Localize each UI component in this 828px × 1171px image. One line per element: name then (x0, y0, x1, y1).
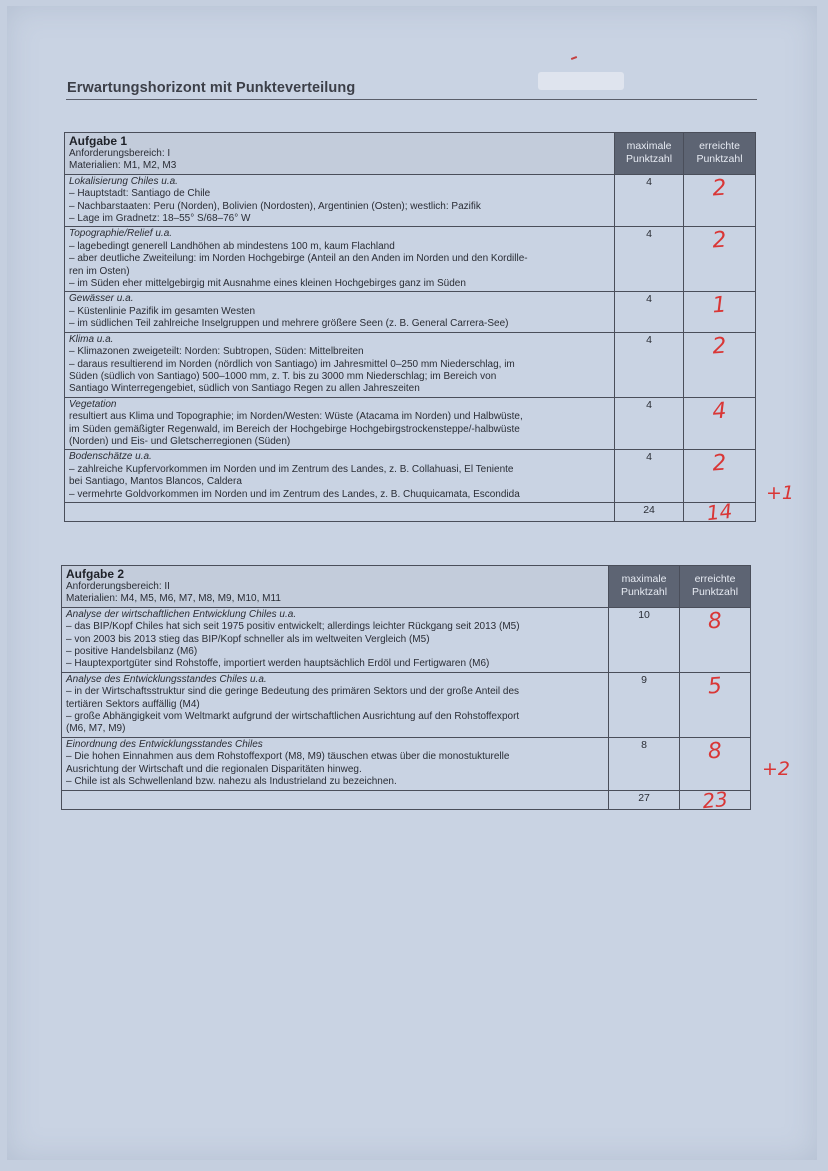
criterion-topic: Bodenschätze u.a. (69, 451, 152, 463)
col-got-label-1: erreichte (694, 573, 736, 586)
achieved-points-cell (684, 292, 756, 332)
max-points: 4 (615, 450, 684, 503)
criterion-line: – Küstenlinie Pazifik im gesamten Westen (69, 305, 256, 317)
task1-area: Anforderungsbereich: I (69, 148, 171, 159)
criterion-topic: Topographie/Relief u.a. (69, 228, 173, 240)
max-points: 10 (609, 607, 680, 672)
criterion-text (62, 737, 609, 790)
criterion-line: – große Abhängigkeit vom Weltmarkt aufgrund der wirtschaftlichen Ausrichtung auf den Rohstoffexport (66, 711, 520, 723)
criterion-line: – Hauptstadt: Santiago de Chile (69, 188, 211, 200)
criterion-line: – im südlichen Teil zahlreiche Inselgruppen und mehrere größere Seen (z. B. General Carrera-See) (69, 318, 509, 330)
criterion-line: – Klimazonen zweigeteilt: Norden: Subtropen, Süden: Mittelbreiten (69, 346, 364, 358)
achieved-points-cell (684, 332, 756, 397)
criterion-topic: Lokalisierung Chiles u.a. (69, 175, 178, 187)
criterion-line: – vermehrte Goldvorkommen im Norden und im Zentrum des Landes, z. B. Chuquicamata, Escondida (69, 488, 520, 500)
task1-title: Aufgabe 1 (69, 134, 128, 148)
task2-sum-row (62, 790, 751, 809)
task2-header-row (62, 566, 751, 608)
task1-header-row (65, 133, 756, 175)
task2-title: Aufgabe 2 (66, 567, 125, 581)
criterion-line: tertiären Sektors auffällig (M4) (66, 698, 200, 710)
max-points: 4 (615, 332, 684, 397)
redacted-area (538, 72, 624, 90)
criterion-topic: Klima u.a. (69, 333, 114, 345)
criterion-line: (Norden) und Eis- und Gletscherregionen (Süden) (69, 435, 291, 447)
achieved-points-cell (680, 607, 751, 672)
task2-col-max (609, 566, 680, 608)
task2-sum-got-cell (680, 786, 751, 813)
max-points: 4 (615, 174, 684, 227)
task1-sum-got: 14 (705, 498, 734, 526)
achieved-points: 2 (711, 333, 728, 360)
task2-col-got (680, 566, 751, 608)
achieved-points: 2 (711, 450, 728, 477)
criterion-line: – im Süden eher mittelgebirgig mit Ausnahme eines kleinen Hochgebirges ganz im Süden (69, 278, 466, 290)
task1-sum-label (65, 502, 615, 521)
achieved-points-cell (684, 174, 756, 227)
col-got-label-2: Punktzahl (691, 586, 739, 599)
achieved-points-cell (680, 672, 751, 737)
task2-sum-got: 23 (701, 786, 729, 813)
criterion-text (62, 672, 609, 737)
criterion-line: (M6, M7, M9) (66, 723, 126, 735)
criterion-row (62, 672, 751, 737)
achieved-points: 8 (707, 608, 723, 635)
achieved-points-cell (680, 737, 751, 790)
task2-sum-label (62, 790, 609, 809)
criterion-row (65, 227, 756, 292)
criterion-text (65, 332, 615, 397)
criterion-text (65, 174, 615, 227)
criterion-line: resultiert aus Klima und Topographie; im Norden/Westen: Wüste (Atacama im Norden) und Halbwüste, (69, 411, 523, 423)
criterion-row (65, 450, 756, 503)
criterion-row (62, 607, 751, 672)
max-points: 9 (609, 672, 680, 737)
criterion-text (65, 450, 615, 503)
max-points: 4 (615, 227, 684, 292)
achieved-points: 8 (707, 738, 723, 765)
criterion-text (65, 292, 615, 332)
criterion-line: bei Santiago, Mantos Blancos, Caldera (69, 476, 242, 488)
criterion-line: – aber deutliche Zweiteilung: im Norden Hochgebirge (Anteil an den Anden im Norden und den Kordille- (69, 253, 528, 265)
col-max-label-1: maximale (626, 140, 672, 153)
achieved-points: 5 (707, 673, 723, 700)
task1-sum-row (65, 502, 756, 521)
criterion-line: – Nachbarstaaten: Peru (Norden), Bolivien (Nordosten), Argentinien (Osten); westlich: Pazifik (69, 200, 481, 212)
max-points: 4 (615, 292, 684, 332)
criterion-text (65, 397, 615, 450)
task2-area: Anforderungsbereich: II (66, 581, 170, 592)
task2-sum-max: 27 (609, 790, 680, 809)
task2-table (61, 565, 751, 813)
criterion-row (65, 397, 756, 450)
title-underline (66, 99, 757, 100)
criterion-line: – positive Handelsbilanz (M6) (66, 646, 198, 658)
criterion-row (62, 737, 751, 790)
task1-sum-got-cell (684, 498, 756, 526)
criterion-topic: Analyse des Entwicklungsstandes Chiles u.a. (66, 673, 267, 685)
task1-sum-max: 24 (615, 502, 684, 521)
criterion-text (65, 227, 615, 292)
criterion-topic: Einordnung des Entwicklungsstandes Chiles (66, 738, 263, 750)
criterion-line: – das BIP/Kopf Chiles hat sich seit 1975 positiv entwickelt; allerdings leichter Rückgang seit 2013 (M5) (66, 621, 520, 633)
task1-table (64, 132, 756, 526)
criterion-line: – in der Wirtschaftsstruktur sind die geringe Bedeutung des primären Sektors und der große Anteil des (66, 686, 520, 698)
col-max-label-1: maximale (621, 573, 667, 586)
task1-bonus: +1 (766, 482, 795, 504)
criterion-line: Ausrichtung der Wirtschaft und die regionalen Disparitäten hinweg. (66, 763, 362, 775)
page-title: Erwartungshorizont mit Punkteverteilung (67, 80, 356, 96)
task2-bonus: +2 (762, 758, 791, 780)
task1-materials: Materialien: M1, M2, M3 (69, 160, 177, 172)
task2-materials: Materialien: M4, M5, M6, M7, M8, M9, M10, M11 (66, 593, 281, 605)
criterion-line: – zahlreiche Kupfervorkommen im Norden und im Zentrum des Landes, z. B. Collahuasi, El Teniente (69, 463, 514, 475)
achieved-points: 2 (711, 227, 728, 254)
criterion-row (65, 174, 756, 227)
criterion-topic: Analyse der wirtschaftlichen Entwicklung Chiles u.a. (66, 608, 297, 620)
col-max-label-2: Punktzahl (625, 153, 673, 166)
criterion-line: Santiago Winterregengebiet, südlich von Santiago Regen zu allen Jahreszeiten (69, 383, 420, 395)
achieved-points: 4 (711, 398, 728, 425)
col-max-label-2: Punktzahl (620, 586, 668, 599)
criterion-line: – Die hohen Einnahmen aus dem Rohstoffexport (M8, M9) täuschen etwas über die monostukturelle (66, 751, 510, 763)
max-points: 8 (609, 737, 680, 790)
criterion-line: Süden (südlich von Santiago) 500–1000 mm, z. T. bis zu 3000 mm Niederschlag; im Bereich von (69, 370, 497, 382)
criterion-line: ren im Osten) (69, 265, 130, 277)
achieved-points: 2 (711, 175, 728, 202)
criterion-line: – von 2003 bis 2013 stieg das BIP/Kopf schneller als im weltweiten Vergleich (M5) (66, 633, 430, 645)
achieved-points-cell (684, 227, 756, 292)
task1-header (65, 133, 615, 175)
max-points: 4 (615, 397, 684, 450)
criterion-text (62, 607, 609, 672)
col-got-label-1: erreichte (699, 140, 740, 153)
criterion-line: – daraus resultierend im Norden (nördlich von Santiago) im Jahresmittel 0–250 mm Niederschlag, im (69, 358, 515, 370)
achieved-points: 1 (711, 293, 728, 319)
criterion-topic: Gewässer u.a. (69, 293, 134, 305)
task2-header (62, 566, 609, 608)
criterion-line: im Süden gemäßigter Regenwald, im Bereich der Hochgebirge Hochgebirgstrockensteppe/-halbwüste (69, 423, 520, 435)
achieved-points-cell (684, 397, 756, 450)
criterion-row (65, 292, 756, 332)
criterion-topic: Vegetation (69, 398, 117, 410)
criterion-line: – Chile ist als Schwellenland bzw. nahezu als Industrieland zu bezeichnen. (66, 776, 397, 788)
task1-col-got (684, 133, 756, 175)
criterion-line: – Lage im Gradnetz: 18–55° S/68–76° W (69, 213, 251, 225)
criterion-line: – lagebedingt generell Landhöhen ab mindestens 100 m, kaum Flachland (69, 240, 395, 252)
criterion-row (65, 332, 756, 397)
achieved-points-cell (684, 450, 756, 503)
col-got-label-2: Punktzahl (696, 153, 743, 166)
criterion-line: – Hauptexportgüter sind Rohstoffe, importiert werden hauptsächlich Erdöl und Fertigwaren (M6) (66, 658, 490, 670)
task1-col-max (615, 133, 684, 175)
